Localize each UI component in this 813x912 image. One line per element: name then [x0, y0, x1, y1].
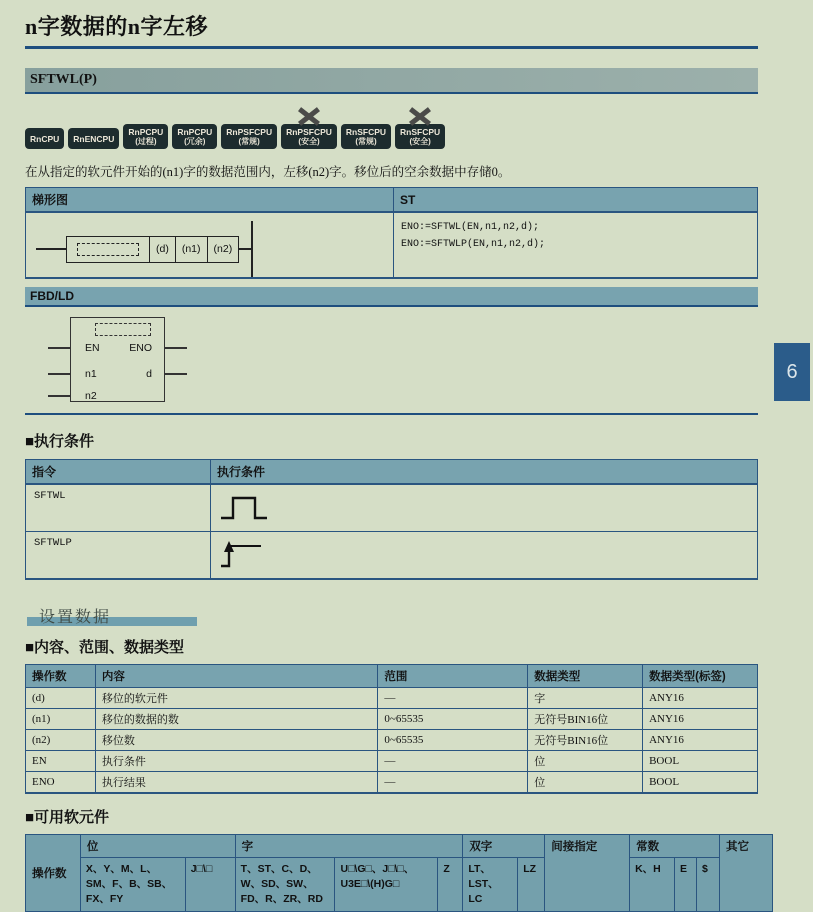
- other-header: 其它: [719, 835, 772, 912]
- badge-label: RnCPU: [30, 134, 60, 144]
- ladder-diagram: [36, 229, 393, 269]
- cpu-badge-rnsfcpu-standard: RnSFCPU (常规): [341, 124, 391, 149]
- chapter-tab: 6: [774, 343, 810, 401]
- cpu-badge-rncpu: [25, 128, 64, 149]
- instruction-column-header: 指令: [26, 460, 211, 485]
- not-supported-icon: [298, 107, 320, 125]
- applicable-devices-heading: ■可用软元件: [25, 809, 110, 826]
- content-header: 内容: [95, 665, 378, 688]
- cpu-badge-row: [25, 121, 788, 149]
- fbd-diagram: [25, 317, 788, 405]
- fbd-input-n1: n1: [85, 368, 97, 380]
- dword-header: 双字: [463, 835, 545, 858]
- fbd-pin-d: [165, 373, 187, 375]
- instruction-placeholder-icon: [95, 323, 151, 336]
- bit-devices-cell: X、Y、M、L、SM、F、B、SB、FX、FY: [80, 858, 185, 912]
- instruction-name-cell: SFTWLP: [26, 532, 211, 580]
- dword-devices-cell: LT、LST、LC: [463, 858, 518, 912]
- st-column-header: ST: [394, 188, 758, 213]
- table-row: [26, 532, 758, 580]
- bit-header: 位: [80, 835, 235, 858]
- const-kh-cell: K、H: [630, 858, 675, 912]
- constant-header: 常数: [630, 835, 720, 858]
- instruction-name-cell: SFTWL: [26, 484, 211, 532]
- instruction-name-bar: SFTWL(P): [25, 68, 758, 94]
- instruction-placeholder-icon: [77, 243, 139, 256]
- ladder-instruction-box: [66, 236, 239, 263]
- operand-table: [25, 664, 758, 794]
- condition-cell: [211, 484, 758, 532]
- bit-link-devices-cell: J□\□: [185, 858, 235, 912]
- operand-header: 操作数: [26, 835, 81, 912]
- table-row: (n2) 移位数 0~65535 无符号BIN16位 ANY16: [26, 730, 758, 751]
- execution-condition-heading: ■执行条件: [25, 433, 95, 450]
- long-index-cell: LZ: [518, 858, 545, 912]
- rising-edge-waveform-icon: [219, 539, 273, 569]
- setting-data-heading: 设置数据: [25, 602, 225, 626]
- format-table: [25, 187, 758, 279]
- table-row: EN 执行条件 — 位 BOOL: [26, 751, 758, 772]
- indirect-header: 间接指定: [545, 835, 630, 912]
- const-e-cell: E: [675, 858, 697, 912]
- operand-header: 操作数: [26, 665, 96, 688]
- word-buffer-cell: U□\G□、J□\□、U3E□\(H)G□: [335, 858, 438, 912]
- content-range-type-heading: ■内容、范围、数据类型: [25, 639, 185, 656]
- page-title: n字数据的n字左移: [25, 14, 208, 39]
- word-header: 字: [235, 835, 463, 858]
- ladder-operand-n2: (n2): [207, 237, 239, 262]
- st-code-line-2: ENO:=SFTWLP(EN,n1,n2,d);: [401, 239, 546, 250]
- ladder-column-header: 梯形图: [26, 188, 394, 213]
- ladder-left-wire: [36, 248, 66, 250]
- fbd-pin-eno: [165, 347, 187, 349]
- cpu-badge-rnpsfcpu-standard: RnPSFCPU (常规): [221, 124, 277, 149]
- ladder-name-cell: [67, 237, 149, 262]
- word-devices-cell: T、ST、C、D、W、SD、SW、FD、R、ZR、RD: [235, 858, 335, 912]
- ladder-operand-n1: (n1): [175, 237, 207, 262]
- ladder-operand-d: (d): [149, 237, 175, 262]
- cpu-badge-rnpcpu-process: RnPCPU (过程): [123, 124, 168, 149]
- table-row: (d) 移位的软元件 — 字 ANY16: [26, 688, 758, 709]
- cpu-badge-rnsfcpu-safety: RnSFCPU (安全): [395, 124, 445, 149]
- applicable-devices-table: [25, 834, 773, 912]
- condition-column-header: 执行条件: [211, 460, 758, 485]
- range-header: 范围: [378, 665, 528, 688]
- not-supported-icon: [409, 107, 431, 125]
- fbd-pin-n2: [48, 395, 70, 397]
- data-type-header: 数据类型: [528, 665, 643, 688]
- table-row: ENO 执行结果 — 位 BOOL: [26, 772, 758, 794]
- st-code-line-1: ENO:=SFTWL(EN,n1,n2,d);: [401, 222, 540, 233]
- const-string-cell: $: [697, 858, 720, 912]
- table-row: (n1) 移位的数据的数 0~65535 无符号BIN16位 ANY16: [26, 709, 758, 730]
- fbd-pin-en: [48, 347, 70, 349]
- execution-condition-table: [25, 459, 758, 580]
- ladder-diagram-cell: [26, 212, 394, 278]
- index-register-cell: Z: [438, 858, 463, 912]
- table-row: [26, 484, 758, 532]
- fbd-output-d: d: [146, 368, 152, 380]
- title-divider: [25, 46, 758, 49]
- badge-label: RnENCPU: [73, 134, 115, 144]
- cpu-badge-rnencpu: [68, 128, 119, 149]
- pulse-waveform-icon: [219, 492, 273, 522]
- condition-cell: [211, 532, 758, 580]
- fbd-ld-section-bar: FBD/LD: [25, 287, 758, 307]
- ladder-right-rail: [251, 221, 253, 277]
- ladder-right-wire: [239, 248, 251, 250]
- instruction-description: 在从指定的软元件开始的(n1)字的数据范围内，左移(n2)字。移位后的空余数据中存储0。: [25, 165, 511, 179]
- section-divider: [25, 413, 758, 415]
- fbd-input-en: EN: [85, 342, 100, 354]
- fbd-output-eno: ENO: [129, 342, 152, 354]
- fbd-pin-n1: [48, 373, 70, 375]
- label-type-header: 数据类型(标签): [643, 665, 758, 688]
- fbd-function-block: [70, 317, 165, 402]
- st-code-cell: [394, 212, 758, 278]
- cpu-badge-rnpcpu-redundant: RnPCPU (冗余): [172, 124, 217, 149]
- cpu-badge-rnpsfcpu-safety: RnPSFCPU (安全): [281, 124, 337, 149]
- fbd-input-n2: n2: [85, 390, 97, 402]
